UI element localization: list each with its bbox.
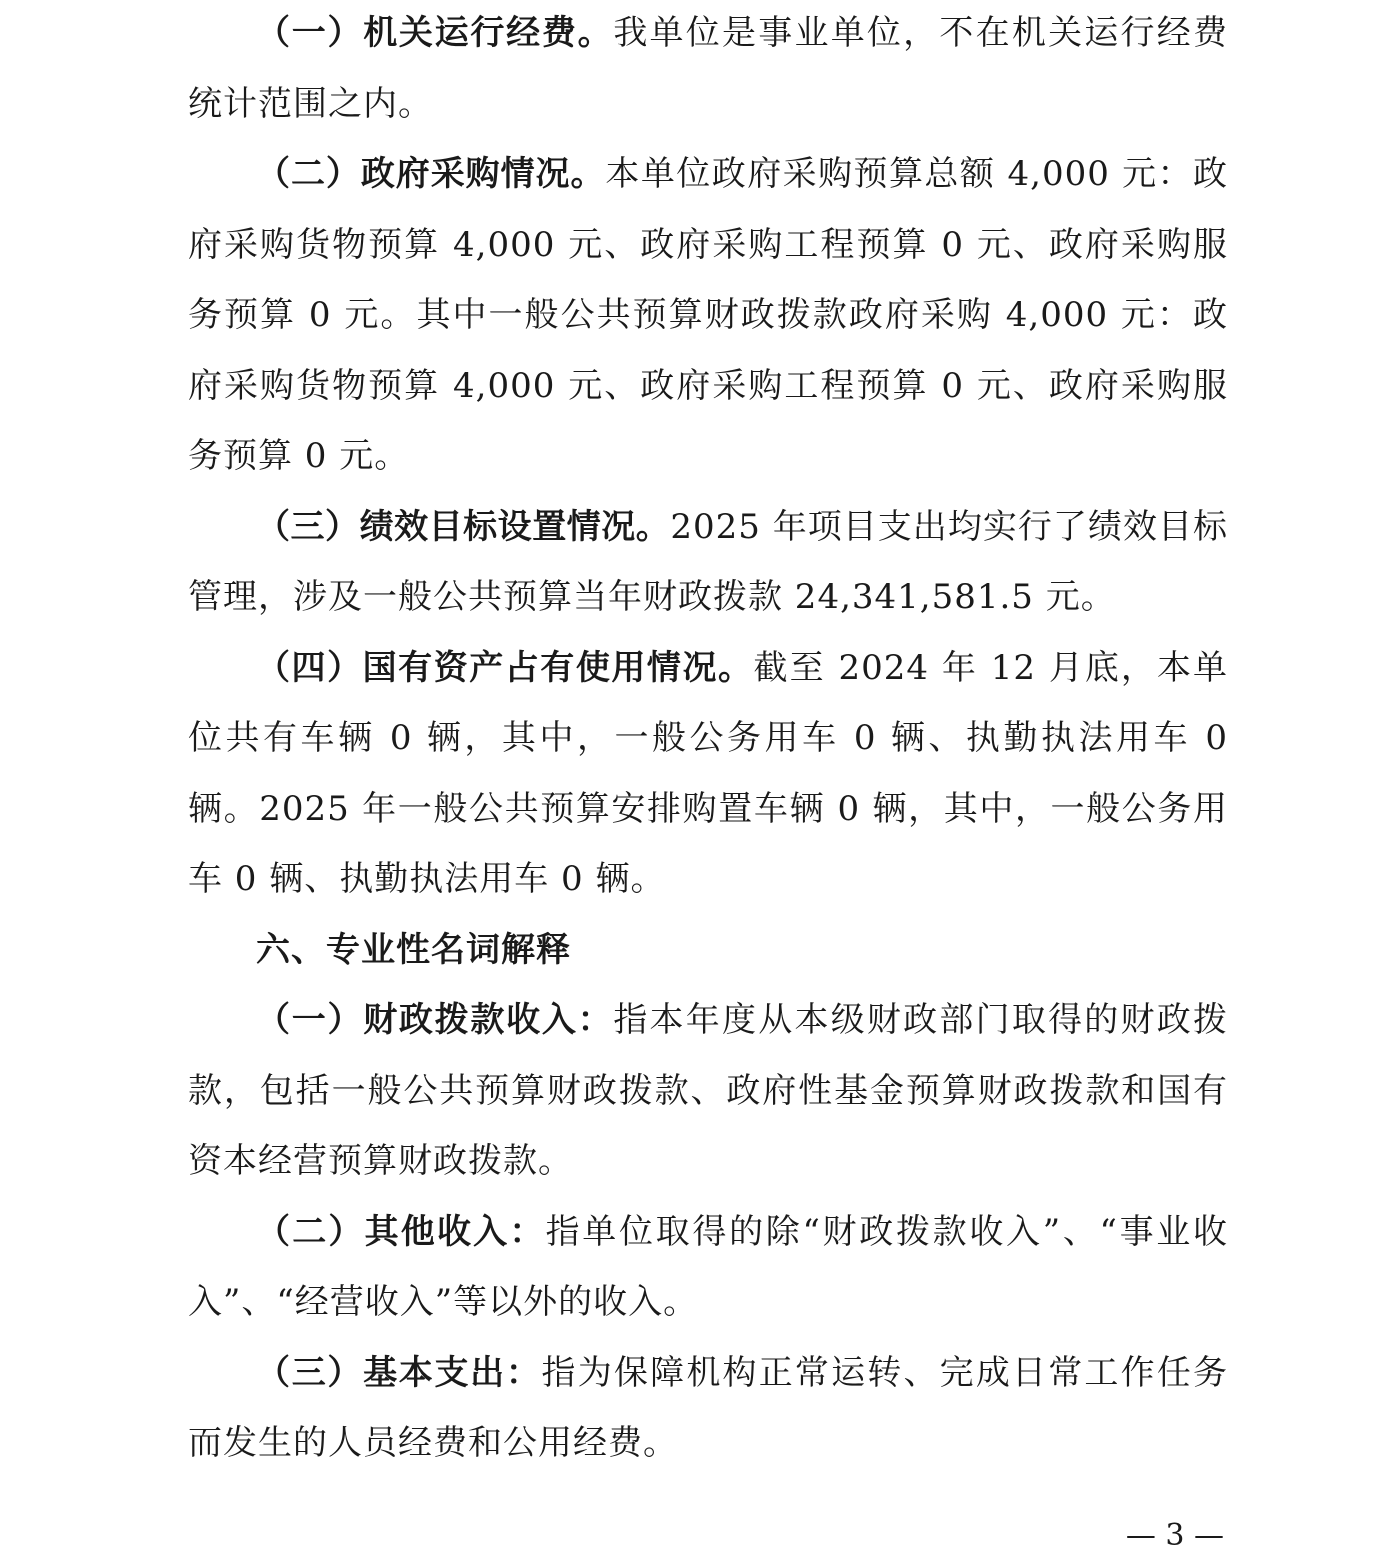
term-body: 指本年度从本级财政部门取得的财政拨款，包括一般公共预算财政拨款、政府性基金预算财政拨款和国有资本经营预算财政拨款。	[188, 1000, 1229, 1181]
paragraph-government-procurement	[188, 139, 1228, 492]
paragraph-heading: （三）绩效目标设置情况。	[256, 506, 671, 547]
term-heading: （二）其他收入：	[256, 1211, 546, 1252]
paragraph-office-operating-costs	[188, 0, 1228, 139]
paragraph-body: 我单位是事业单位，不在机关运行经费统计范围之内。	[188, 13, 1229, 124]
term-fiscal-appropriation-income	[188, 985, 1228, 1197]
paragraph-heading: （二）政府采购情况。	[256, 154, 606, 194]
paragraph-state-assets	[188, 633, 1228, 915]
term-other-income	[188, 1197, 1228, 1338]
term-basic-expenditure	[188, 1338, 1228, 1479]
paragraph-body: 本单位政府采购预算总额 4,000 元：政府采购货物预算 4,000 元、政府采购工程预算 0 元、政府采购服务预算 0 元。其中一般公共预算财政拨款政府采购 4,000 元：政府采购货物预算 4,000 元、政府采购工程预算 0 元、政府采购服务预算 0 元。	[188, 154, 1228, 476]
paragraph-heading: （一）机关运行经费。	[256, 13, 614, 53]
term-heading: （一）财政拨款收入：	[256, 1000, 614, 1040]
term-body: 指单位取得的除“财政拨款收入”、“事业收入”、“经营收入”等以外的收入。	[188, 1211, 1228, 1322]
paragraph-performance-targets	[188, 492, 1228, 633]
term-heading: （三）基本支出：	[256, 1352, 542, 1393]
paragraph-body: 截至 2024 年 12 月底，本单位共有车辆 0 辆，其中，一般公务用车 0 辆、执勤执法用车 0 辆。2025 年一般公共预算安排购置车辆 0 辆，其中，一般公务用车 0 辆、执勤执法用车 0 辆。	[188, 647, 1228, 899]
document-page	[188, 0, 1228, 1479]
paragraph-body: 2025 年项目支出均实行了绩效目标管理，涉及一般公共预算当年财政拨款 24,341,581.5 元。	[188, 506, 1229, 617]
page-number: — 3 —	[1125, 1518, 1224, 1553]
term-body: 指为保障机构正常运转、完成日常工作任务而发生的人员经费和公用经费。	[188, 1352, 1229, 1463]
paragraph-heading: （四）国有资产占有使用情况。	[256, 647, 754, 688]
section-title: 六、专业性名词解释	[256, 929, 571, 970]
